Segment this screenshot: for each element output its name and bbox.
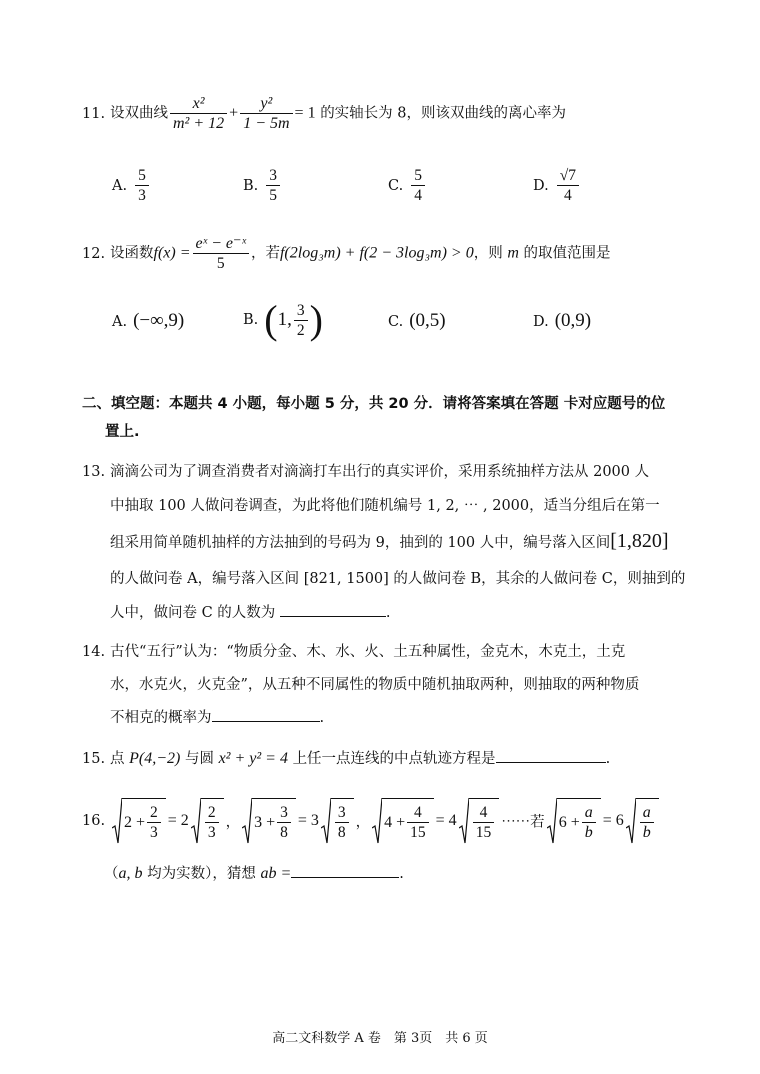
radical: 3 + $\frac{3}{8}$ bbox=[242, 798, 296, 844]
question-14: 14. 古代“五行”认为：“物质分金、木、水、火、土五种属性，金克木，木克土，土克 水，水克火，火克金”，从五种不同属性的物质中随机抽取两种，则抽取的两种物质 不相克的概率为 . bbox=[82, 644, 640, 726]
question-number: 16. bbox=[82, 813, 106, 829]
answer-blank[interactable] bbox=[496, 748, 606, 763]
question-text: 设双曲线 bbox=[110, 105, 168, 122]
radical: $\frac{3}{8}$ bbox=[321, 798, 354, 844]
question-13: 13. 滴滴公司为了调查消费者对滴滴打车出行的真实评价，采用系统抽样方法从 2000 人 中抽取 100 人做问卷调查，为此将他们随机编号 1, 2, ⋯ , 2000，适当分组后在第一 组采用简单随机抽样的方法抽到的号码为 9，抽到的 100 人中，编号落入区间[1,820] 的人做问卷 A，编号落入区间 [821, 1500] 的人做问卷 B，其余的人做问卷 C，则抽到的 人中，做问卷 C 的人数为 . bbox=[82, 464, 686, 621]
question-number: 12. bbox=[82, 245, 106, 262]
fraction: $\frac{\text{y²}}{1 - 5m}$ bbox=[240, 94, 292, 133]
question-11: 11. 设双曲线 $\frac{\text{x²}}{\text{m² + 12}}$ + $\frac{\text{y²}}{1 - 5m}$ = 1 的实轴长为 8，则该双曲线的离心率为 bbox=[82, 95, 567, 132]
question-16-line2: （a, b 均为实数），猜想 ab = . bbox=[104, 865, 404, 882]
fraction: $\frac{\text{eˣ − e⁻ˣ}}{5}$ bbox=[193, 234, 249, 273]
answer-blank[interactable] bbox=[291, 863, 399, 878]
page-footer: 高二文科数学 A 卷 第 3页 共 6 页 bbox=[272, 1031, 488, 1046]
section-heading-cont: 置上. bbox=[105, 424, 140, 440]
option-c: C. $\frac{5}{4}$ bbox=[388, 166, 427, 205]
question-16: 16. 2 + $\frac{2}{3}$ = 2 $\frac{2}{3}$ ， 3 + $\frac{3}{8}$ = 3 $\frac{3}{8}$ ， 4 + $\frac{4}{15}$ = 4 $\frac{4}{15}$ ⋯⋯若 6 + $\frac{a}{b}$ = 6 $\frac{a}{b}$ bbox=[82, 798, 694, 844]
question-number: 11. bbox=[82, 105, 106, 122]
section-heading: 二、填空题：本题共 4 小题，每小题 5 分，共 20 分．请将答案填在答题 卡对应题号的位 bbox=[82, 396, 666, 412]
answer-blank[interactable] bbox=[280, 602, 386, 617]
answer-blank[interactable] bbox=[212, 707, 320, 722]
option-d: D. $\frac{√7}{4}$ bbox=[533, 166, 581, 205]
option-c: C. (0,5) bbox=[388, 310, 446, 331]
radical: 6 + $\frac{a}{b}$ bbox=[547, 798, 601, 844]
option-b: B. (1, $\frac{3}{2}$ ) bbox=[243, 297, 323, 342]
radical: $\frac{2}{3}$ bbox=[191, 798, 224, 844]
option-a: A. (−∞,9) bbox=[112, 310, 185, 331]
radical: 4 + $\frac{4}{15}$ bbox=[372, 798, 434, 844]
question-number: 13. bbox=[82, 464, 106, 480]
question-text: 的实轴长为 8，则该双曲线的离心率为 bbox=[320, 105, 567, 122]
fraction: $\frac{\text{x²}}{\text{m² + 12}}$ bbox=[170, 94, 227, 133]
question-12: 12. 设函数f(x) = $\frac{\text{eˣ − e⁻ˣ}}{5}$ ，若f(2log₃m) + f(2 − 3log₃m) > 0，则 m 的取值范围是 bbox=[82, 235, 611, 272]
question-15: 15. 点 P(4,−2) 与圆 x² + y² = 4 上任一点连线的中点轨迹方程是 . bbox=[82, 750, 611, 767]
option-b: B. $\frac{3}{5}$ bbox=[243, 166, 282, 205]
question-number: 14. bbox=[82, 644, 106, 660]
radical: $\frac{a}{b}$ bbox=[626, 798, 659, 844]
option-d: D. (0,9) bbox=[533, 310, 592, 331]
radical: $\frac{4}{15}$ bbox=[459, 798, 500, 844]
question-number: 15. bbox=[82, 751, 106, 767]
radical: 2 + $\frac{2}{3}$ bbox=[112, 798, 166, 844]
option-a: A. $\frac{5}{3}$ bbox=[112, 166, 151, 205]
